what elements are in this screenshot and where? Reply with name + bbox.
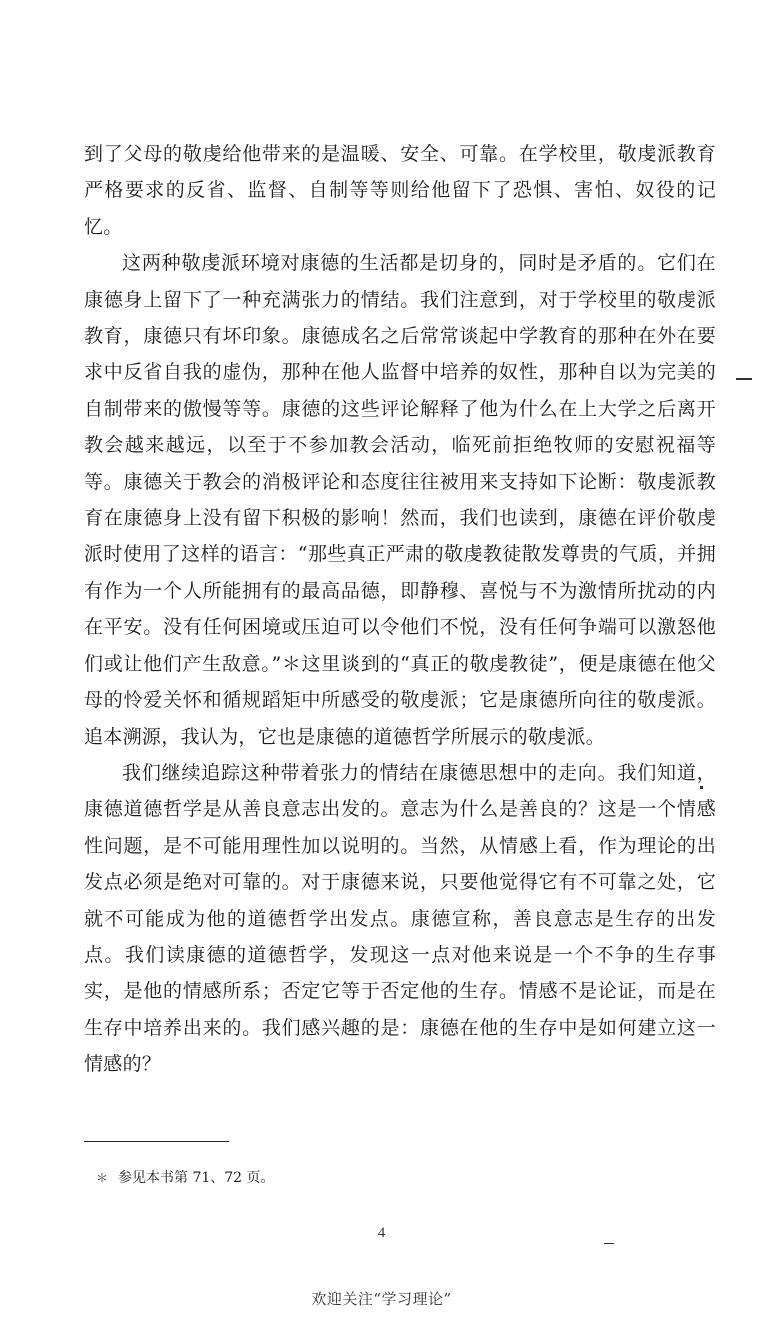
paragraph-2: 这两种敬虔派环境对康德的生活都是切身的，同时是矛盾的。它们在康德身上留下了一种充满张力的情结。我们注意到，对于学校里的敬虔派教育，康德只有坏印象。康德成名之后常常谈起中学教育的那种在外在要求中反省自我的虚伪，那种在他人监督中培养的奴性，那种自以为完美的自制带来的傲慢等等。康德的这些评论解释了他为什么在上大学之后离开教会越来越远，以至于不参加教会活动，临死前拒绝牧师的安慰祝福等等。康德关于教会的消极评论和态度往往被用来支持如下论断：敬虔派教育在康德身上没有留下积极的影响！然而，我们也读到，康德在评价敬虔派时使用了这样的语言：“那些真正严肃的敬虔教徒散发尊贵的气质，并拥有作为一个人所能拥有的最高品德，即静穆、喜悦与不为激情所扰动的内在平安。没有任何困境或压迫可以令他们不悦，没有任何争端可以激怒他们或让他们产生敌意。”＊这里谈到的“真正的敬虔教徒”，便是康德在他父母的怜爱关怀和循规蹈矩中所感受的敬虔派；它是康德所向往的敬虔派。追本溯源，我认为，它也是康德的道德哲学所展示的敬虔派。 bbox=[84, 252, 716, 748]
footnote bbox=[96, 1168, 275, 1188]
paragraph-1: 到了父母的敬虔给他带来的是温暖、安全、可靠。在学校里，敬虔派教育严格要求的反省、监督、自制等等则给他留下了恐惧、害怕、奴役的记忆。 bbox=[84, 143, 716, 238]
footnote-divider bbox=[84, 1141, 229, 1142]
scan-artifact bbox=[700, 786, 703, 789]
page-number: 4 bbox=[377, 1225, 386, 1241]
paragraph-3: 我们继续追踪这种带着张力的情结在康德思想中的走向。我们知道，康德道德哲学是从善良意志出发的。意志为什么是善良的？这是一个情感性问题，是不可能用理性加以说明的。当然，从情感上看，作为理论的出发点必须是绝对可靠的。对于康德来说，只要他觉得它有不可靠之处，它就不可能成为他的道德哲学出发点。康德宣称，善良意志是生存的出发点。我们读康德的道德哲学，发现这一点对他来说是一个不争的生存事实，是他的情感所系；否定它等于否定他的生存。情感不是论证，而是在生存中培养出来的。我们感兴趣的是：康德在他的生存中是如何建立这一情感的？ bbox=[84, 761, 716, 1076]
footnote-text: 参见本书第 71、72 页。 bbox=[118, 1170, 275, 1186]
scan-artifact bbox=[604, 1243, 614, 1244]
footnote-mark: ＊ bbox=[96, 1171, 109, 1185]
body-text bbox=[84, 136, 716, 1083]
scan-artifact bbox=[736, 378, 752, 380]
bottom-note: 欢迎关注“学习理论” bbox=[311, 1290, 452, 1308]
